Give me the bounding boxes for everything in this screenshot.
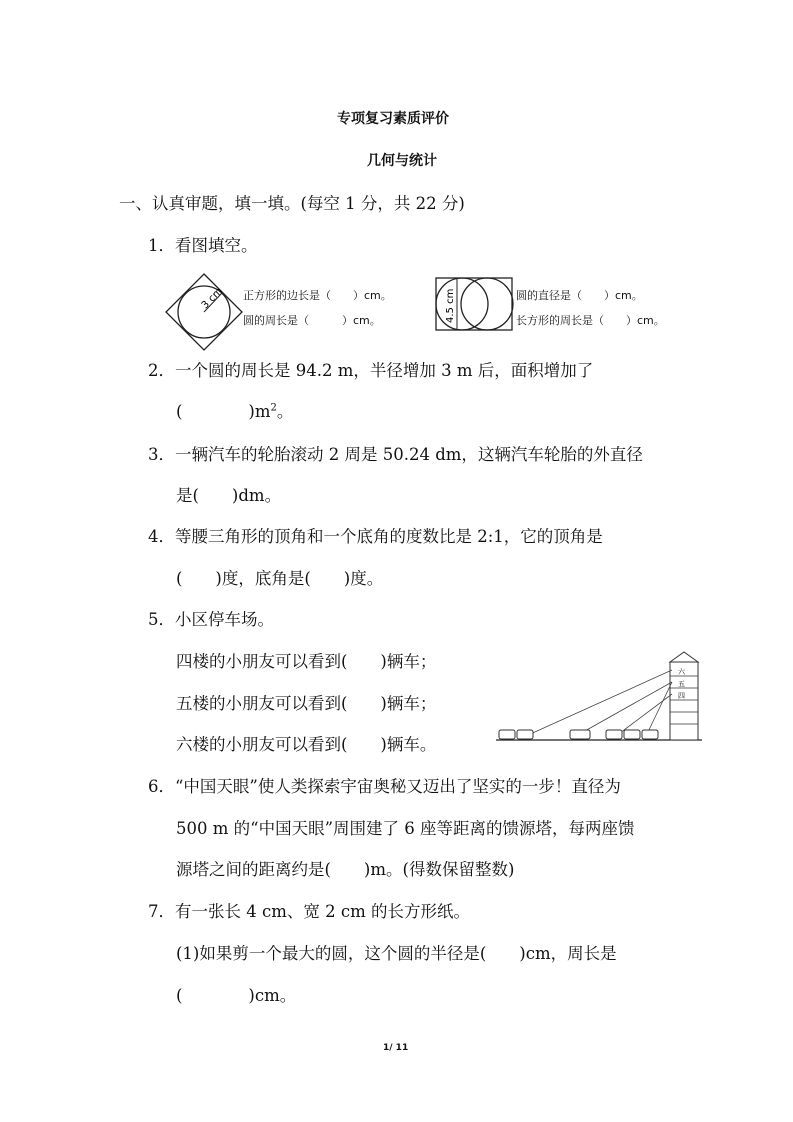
square-circle-figure (164, 272, 244, 352)
floor-label-6: 六 (678, 668, 685, 676)
question-4-blank: ( )度，底角是( )度。 (176, 569, 384, 588)
diameter-label: 4.5 cm (445, 288, 456, 323)
rectangle-circles-figure (435, 277, 515, 333)
question-1: 1．看图填空。 (148, 236, 258, 255)
question-3: 3．一辆汽车的轮胎滚动 2 周是 50.24 dm，这辆汽车轮胎的外直径 (148, 445, 643, 464)
q5-line-5th-floor: 五楼的小朋友可以看到( )辆车； (176, 694, 437, 713)
parking-lot-figure (496, 650, 706, 744)
question-6-line3: 源塔之间的距离约是( )m。(得数保留整数) (176, 860, 515, 879)
fig2-line1: 圆的直径是（ ）cm。 (516, 289, 643, 302)
question-6: 6．“中国天眼”使人类探索宇宙奥秘又迈出了坚实的一步！直径为 (148, 777, 621, 796)
question-4: 4．等腰三角形的顶角和一个底角的度数比是 2:1，它的顶角是 (148, 527, 603, 546)
q5-line-6th-floor: 六楼的小朋友可以看到( )辆车。 (176, 735, 437, 754)
fig1-line1: 正方形的边长是（ ）cm。 (243, 289, 392, 302)
floor-label-4: 四 (678, 692, 685, 700)
q5-line-4th-floor: 四楼的小朋友可以看到( )辆车； (176, 652, 437, 671)
question-5: 5．小区停车场。 (148, 610, 274, 629)
question-7-part1: (1)如果剪一个最大的圆，这个圆的半径是( )cm，周长是 (176, 944, 617, 963)
fig2-line2: 长方形的周长是（ ）cm。 (516, 314, 665, 327)
question-6-line2: 500 m 的“中国天眼”周围建了 6 座等距离的馈源塔，每两座馈 (176, 819, 635, 838)
floor-label-5: 五 (678, 680, 685, 688)
page-title: 专项复习素质评价 (337, 111, 449, 127)
question-3-blank: 是( )dm。 (176, 486, 282, 505)
question-2: 2．一个圆的周长是 94.2 m，半径增加 3 m 后，面积增加了 (148, 361, 594, 380)
radius-label: 3 cm (199, 285, 226, 312)
fig1-line2: 圆的周长是（ ）cm。 (243, 314, 381, 327)
page-subtitle: 几何与统计 (367, 153, 437, 169)
question-7-part1-blank: ( )cm。 (176, 986, 297, 1005)
page-number: 1/ 11 (383, 1043, 409, 1053)
question-7: 7．有一张长 4 cm、宽 2 cm 的长方形纸。 (148, 902, 470, 921)
question-2-blank: ( )$m^2$。 (176, 402, 294, 421)
section-heading: 一、认真审题，填一填。(每空 1 分，共 22 分) (119, 194, 465, 213)
